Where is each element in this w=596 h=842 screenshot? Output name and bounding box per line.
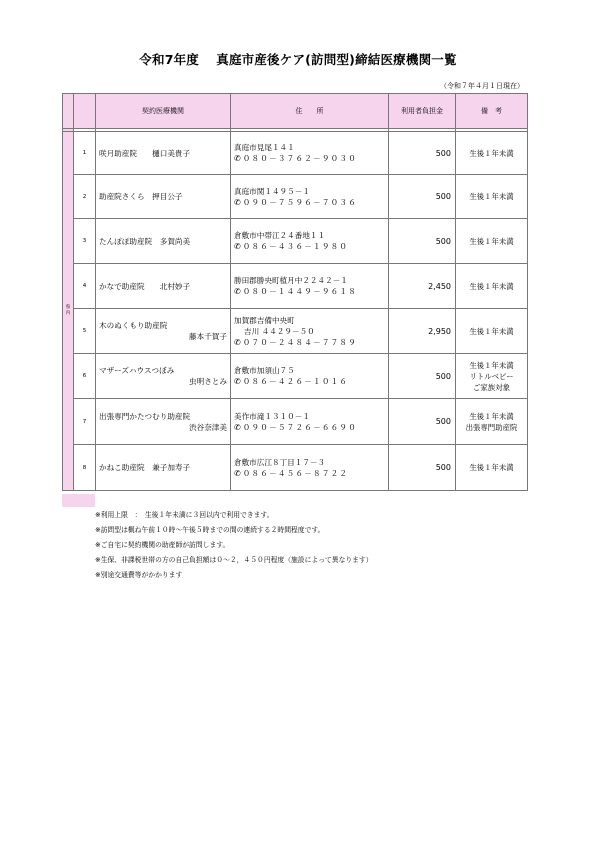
address-line: 真庭市関１４９５－１ xyxy=(234,186,310,196)
row-number: 5 xyxy=(74,309,96,354)
user-fee: 2,450 xyxy=(389,264,456,309)
midwife-name: 藤本千賀子 xyxy=(189,332,227,341)
header-institution: 契約医療機関 xyxy=(96,94,231,129)
table-row xyxy=(63,399,528,445)
remark-line: リトルベビー xyxy=(469,371,514,381)
midwife-name: 虫明さとみ xyxy=(189,377,227,386)
telephone-icon: ✆ xyxy=(234,422,241,432)
table-header-row xyxy=(63,94,528,129)
telephone-icon: ✆ xyxy=(234,154,241,163)
table-row xyxy=(63,132,528,175)
header-remarks: 備 考 xyxy=(456,94,528,129)
telephone-icon: ✆ xyxy=(234,337,241,347)
institution-name: たんぽぽ助産院 多賀尚美 xyxy=(99,236,191,246)
address-cell xyxy=(231,175,389,219)
remark-line: 生後１年未満 xyxy=(469,236,514,246)
phone-number: ０９０－７５９６－７０３６ xyxy=(242,197,358,207)
phone-number: ０８６－４３６－１９８０ xyxy=(242,242,349,251)
user-fee: 500 xyxy=(389,399,456,445)
address-line: 倉敷市広江８丁目１７－３ xyxy=(234,457,326,467)
remark-line: 生後１年未満 xyxy=(469,281,514,291)
phone-number: ０８０－１４４９－９６１８ xyxy=(242,287,358,296)
table-row xyxy=(63,309,528,354)
remarks-cell xyxy=(456,175,528,219)
header-number-cell xyxy=(74,94,96,129)
row-number: 3 xyxy=(74,219,96,264)
address-line: 美作市滝１３１０－１ xyxy=(234,411,310,421)
remarks-cell xyxy=(456,219,528,264)
remarks-cell xyxy=(456,399,528,445)
header-fee: 利用者負担金 xyxy=(389,94,456,129)
address-line-2: 吉川 ４４２９－５０ xyxy=(234,326,315,336)
remark-line: 生後１年未満 xyxy=(469,411,514,421)
row-number: 4 xyxy=(74,264,96,309)
row-number: 1 xyxy=(74,132,96,175)
table-row xyxy=(63,219,528,264)
institution-cell xyxy=(96,264,231,309)
user-fee: 500 xyxy=(389,354,456,399)
institution-name: マザーズハウスつぼみ xyxy=(99,366,175,375)
table-row xyxy=(63,264,528,309)
institution-table xyxy=(62,93,528,491)
remark-line: ご家族対象 xyxy=(473,382,510,392)
institution-cell xyxy=(96,399,231,445)
telephone-icon: ✆ xyxy=(234,197,241,207)
telephone-icon: ✆ xyxy=(234,242,241,251)
address-line: 倉敷市中帯江２４番地１１ xyxy=(234,231,326,240)
institution-cell xyxy=(96,175,231,219)
address-line: 真庭市見尾１４１ xyxy=(234,143,295,152)
note-line: ※ご自宅に契約機関の助産師が訪問します。 xyxy=(95,541,230,549)
table-row xyxy=(63,445,528,491)
address-cell xyxy=(231,309,389,354)
remark-line: 生後１年未満 xyxy=(469,148,514,158)
user-fee: 500 xyxy=(389,175,456,219)
phone-number: ０８０－３７６２－９０３０ xyxy=(242,154,358,163)
area-cell xyxy=(63,132,74,491)
row-number: 2 xyxy=(74,175,96,219)
user-fee: 2,950 xyxy=(389,309,456,354)
table-footer-band xyxy=(62,494,95,507)
remark-line: 生後１年未満 xyxy=(469,326,514,336)
page-title: 令和7年度 真庭市産後ケア(訪問型)締結医療機関一覧 xyxy=(139,52,457,67)
address-cell xyxy=(231,219,389,264)
remarks-cell xyxy=(456,354,528,399)
remarks-cell xyxy=(456,264,528,309)
note-line: ※別途交通費等がかかります xyxy=(95,571,183,579)
as-of-date: （令和７年４月１日現在） xyxy=(440,82,524,90)
table-row xyxy=(63,175,528,219)
address-cell xyxy=(231,399,389,445)
remark-line: 生後１年未満 xyxy=(469,192,514,201)
note-line: ※訪問型は概ね午前１０時～午後５時までの間の連続する２時間程度です。 xyxy=(95,526,325,534)
table-row xyxy=(63,354,528,399)
institution-name: 助産院さくら 押目公子 xyxy=(99,192,183,201)
notes-section xyxy=(95,508,373,583)
row-number: 7 xyxy=(74,399,96,445)
address-cell xyxy=(231,132,389,175)
area-label: 県 内 xyxy=(65,305,71,316)
user-fee: 500 xyxy=(389,132,456,175)
address-cell xyxy=(231,445,389,491)
address-line: 倉敷市加須山７５ xyxy=(234,366,295,375)
telephone-icon: ✆ xyxy=(234,287,241,296)
note-line: ※生保、非課税世帯の方の自己負担額は０～２，４５０円程度（施設によって異なります） xyxy=(95,556,373,564)
row-number: 6 xyxy=(74,354,96,399)
note-line: ※利用上限 ： 生後１年未満に３回以内で利用できます。 xyxy=(95,511,274,519)
institution-cell xyxy=(96,132,231,175)
institution-name: かなで助産院 北村妙子 xyxy=(99,281,191,291)
institution-cell xyxy=(96,219,231,264)
remarks-cell xyxy=(456,132,528,175)
address-line: 勝田郡勝央町植月中２２４２－１ xyxy=(234,276,348,285)
user-fee: 500 xyxy=(389,219,456,264)
telephone-icon: ✆ xyxy=(234,377,241,386)
remarks-cell xyxy=(456,445,528,491)
phone-number: ０８６－４５６－８７２２ xyxy=(242,468,349,478)
institution-name: 出張専門かたつむり助産院 xyxy=(99,411,191,421)
address-cell xyxy=(231,354,389,399)
remark-line: 出張専門助産院 xyxy=(465,422,518,432)
header-address: 住 所 xyxy=(231,94,389,129)
institution-name: 咲月助産院 樋口美貴子 xyxy=(99,148,191,158)
remark-line: 生後１年未満 xyxy=(469,360,514,370)
institution-cell xyxy=(96,354,231,399)
institution-name: かねこ助産院 兼子加寿子 xyxy=(99,463,191,472)
header-area-cell xyxy=(63,94,74,129)
institution-cell xyxy=(96,309,231,354)
phone-number: ０９０－５７２６－６６９０ xyxy=(242,422,358,432)
row-number: 8 xyxy=(74,445,96,491)
institution-name: 木のぬくもり助産院 xyxy=(99,321,168,330)
address-line: 加賀郡吉備中央町 xyxy=(234,315,295,325)
user-fee: 500 xyxy=(389,445,456,491)
address-cell xyxy=(231,264,389,309)
institution-cell xyxy=(96,445,231,491)
midwife-name: 渋谷奈津美 xyxy=(189,422,227,432)
telephone-icon: ✆ xyxy=(234,468,241,478)
phone-number: ０８６－４２６－１０１６ xyxy=(242,377,349,386)
remark-line: 生後１年未満 xyxy=(469,463,514,472)
phone-number: ０７０－２４８４－７７８９ xyxy=(242,337,358,347)
remarks-cell xyxy=(456,309,528,354)
